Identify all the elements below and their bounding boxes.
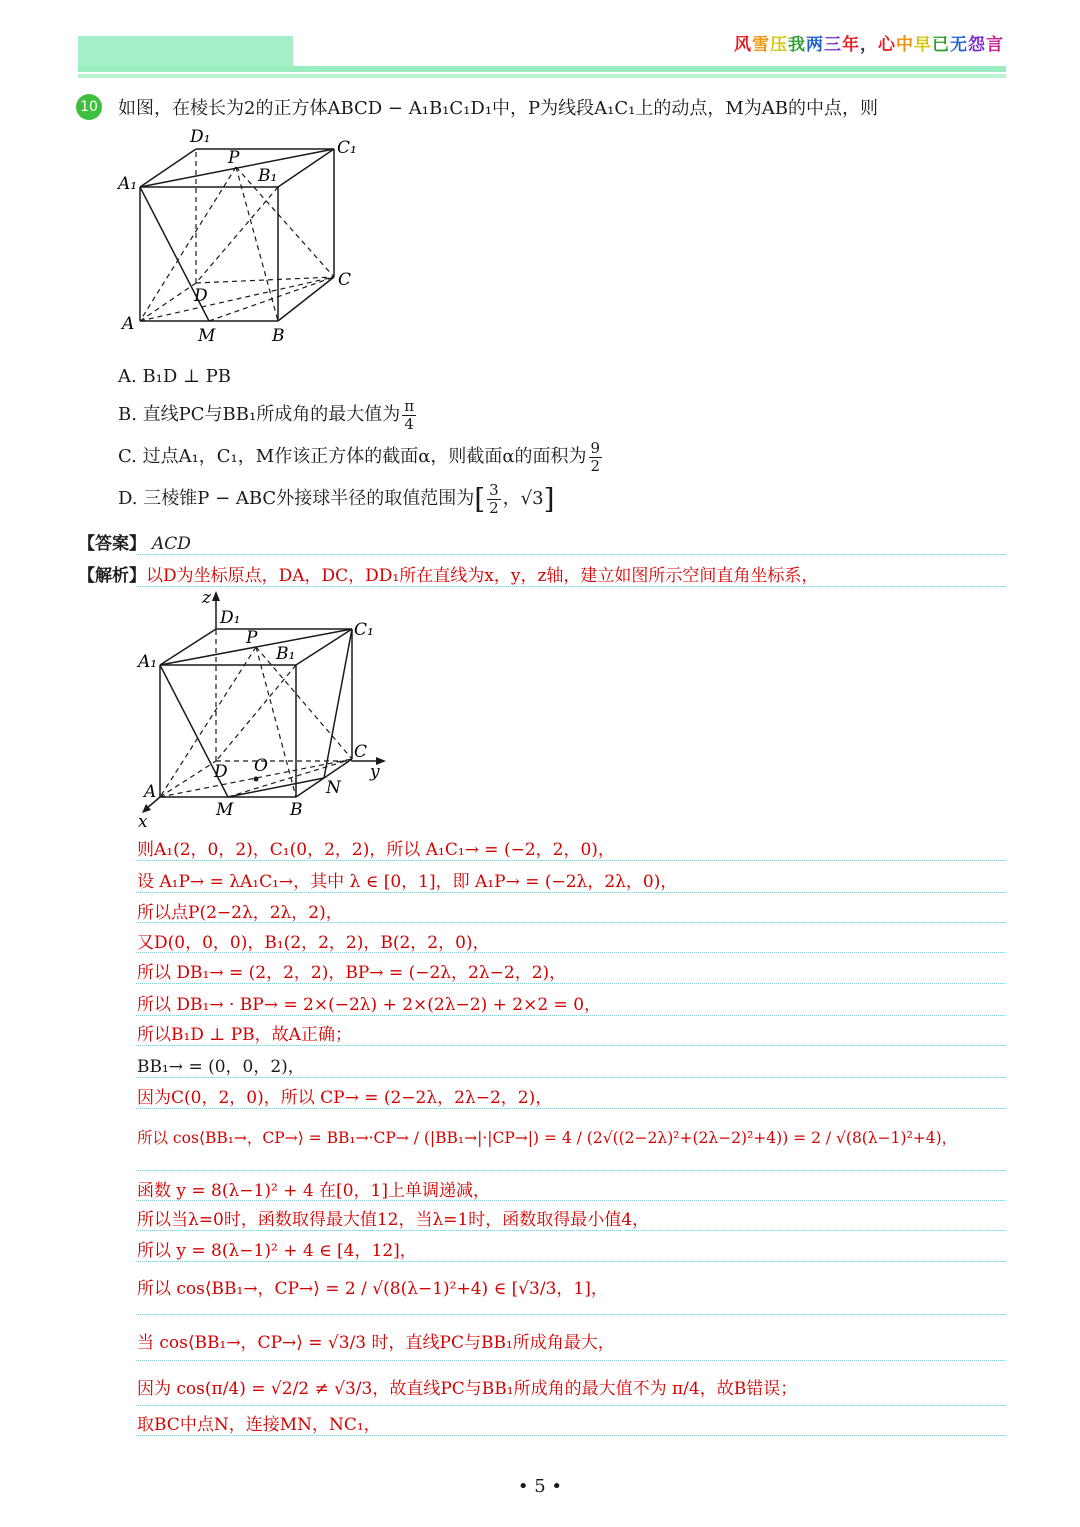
- solution-line: 所以 y = 8(λ−1)² + 4 ∈ [4，12]，: [137, 1241, 417, 1261]
- option-c: C. 过点A₁，C₁，M作该正方体的截面α，则截面α的面积为 $\frac{9}{2}$: [118, 439, 601, 475]
- question-number-badge: 10: [76, 94, 102, 120]
- solution-line: BB₁→ = (0，0，2)，: [137, 1057, 305, 1077]
- fig2-label-P: P: [246, 628, 258, 648]
- axis-z-arrow: [212, 591, 220, 601]
- divider: [136, 1108, 1005, 1109]
- solution-line: 则A₁(2，0，2)，C₁(0，2，2)，所以 A₁C₁→ = (−2，2，0)，: [137, 840, 615, 860]
- solution-line: 所以点P(2−2λ，2λ，2)，: [137, 903, 343, 923]
- fig1-label-C: C: [338, 270, 352, 290]
- slogan-char: 中: [896, 35, 914, 55]
- edge-D-C: [196, 277, 334, 283]
- fig1-label-D1: D₁: [190, 127, 211, 147]
- segment-P-A: [140, 167, 236, 321]
- divider: [136, 1015, 1005, 1016]
- slogan-char: 已: [932, 35, 950, 55]
- fig1-label-D: D: [194, 286, 208, 306]
- segment-M-C: [209, 277, 334, 321]
- slogan-char: 压: [770, 35, 788, 55]
- fig2-label-O: O: [254, 756, 268, 776]
- fig1-label-B1: B₁: [258, 166, 278, 186]
- slogan-char: 早: [914, 35, 932, 55]
- figure-mark: [260, 36, 294, 66]
- header-slogan: [734, 30, 1004, 55]
- fig2-label-B: B: [290, 800, 303, 820]
- fig1-label-M: M: [198, 326, 216, 346]
- slogan-char: 三: [824, 35, 842, 55]
- fig2-label-y: y: [370, 762, 380, 782]
- header-band-slant: [260, 36, 300, 68]
- fig2-label-x: x: [138, 812, 148, 830]
- solution-line: 取BC中点N，连接MN，NC₁，: [137, 1415, 381, 1435]
- segment-N-C1: [324, 629, 352, 778]
- fig2-label-N: N: [326, 778, 341, 798]
- divider: [136, 922, 1005, 923]
- question-stem: 如图，在棱长为2的正方体ABCD − A₁B₁C₁D₁中，P为线段A₁C₁上的动点，M为AB的中点，则: [118, 98, 879, 119]
- fig2-label-B1: B₁: [276, 644, 296, 664]
- divider: [136, 1230, 1005, 1231]
- divider: [136, 1200, 1005, 1201]
- fig2-label-C1: C₁: [354, 620, 374, 640]
- segment-P-A: [160, 647, 256, 797]
- fig2-label-A: A: [144, 782, 157, 802]
- option-a: A. B₁D ⊥ PB: [118, 366, 232, 387]
- solution-label: 【解析】: [78, 566, 146, 586]
- solution-line: 又D(0，0，0)，B₁(2，2，2)，B(2，2，0)，: [137, 933, 490, 953]
- answer-label: 【答案】: [78, 534, 146, 554]
- solution-line: 所以B₁D ⊥ PB，故A正确；: [137, 1025, 352, 1045]
- cube-figure: [110, 125, 370, 350]
- divider: [136, 860, 1005, 861]
- solution-line: 因为 cos(π/4) = √2/2 ≠ √3/3，故直线PC与BB₁所成角的最大值不为 π/4，故B错误；: [137, 1379, 798, 1399]
- fig2-label-D1: D₁: [220, 608, 241, 628]
- solution-line: 所以当λ=0时，函数取得最大值12，当λ=1时，函数取得最小值4，: [137, 1210, 650, 1230]
- solution-row: [78, 561, 818, 586]
- divider: [136, 1261, 1005, 1262]
- slogan-char: 年: [842, 35, 860, 55]
- slogan-char: 心: [878, 35, 896, 55]
- fig1-label-C1: C₁: [337, 138, 357, 158]
- slogan-char: ，: [860, 35, 878, 55]
- slogan-char: 无: [950, 35, 968, 55]
- header-rule-thin: [78, 74, 1006, 78]
- divider: [136, 1170, 1005, 1171]
- solution-line: 所以 cos⟨BB₁→，CP→⟩ = BB₁→·CP→ / (|BB₁→|·|CP→|) = 4 / (2√((2−2λ)²+(2λ−2)²+4)) = 2 / √(8(λ−1)²+4)，: [137, 1129, 958, 1147]
- fig2-label-M: M: [216, 800, 234, 820]
- header-rule: [78, 66, 1006, 72]
- solution-line: 因为C(0，2，0)，所以 CP→ = (2−2λ，2λ−2，2)，: [137, 1088, 553, 1108]
- edge-A-D: [140, 283, 196, 321]
- solution-line: 所以 cos⟨BB₁→，CP→⟩ = 2 / √(8(λ−1)²+4) ∈ [√3/3，1]，: [137, 1279, 608, 1299]
- slogan-char: 言: [986, 35, 1004, 55]
- slogan-char: 雪: [752, 35, 770, 55]
- fig2-label-D: D: [214, 762, 228, 782]
- fig1-label-A: A: [122, 314, 135, 334]
- solution-line: 设 A₁P→ = λA₁C₁→，其中 λ ∈ [0，1]，即 A₁P→ = (−2λ，2λ，0)，: [137, 872, 678, 892]
- divider: [136, 952, 1005, 953]
- divider: [136, 1314, 1005, 1315]
- fig1-label-A1: A₁: [118, 174, 138, 194]
- page-number: • 5 •: [517, 1476, 563, 1497]
- divider: [136, 892, 1005, 893]
- solution-line: 所以 DB₁→ · BP→ = 2×(−2λ) + 2×(2λ−2) + 2×2 = 0，: [137, 995, 602, 1015]
- option-d: D. 三棱锥P − ABC外接球半径的取值范围为[ $\frac{3}{2}$ ，√3]: [118, 481, 555, 517]
- divider: [136, 1435, 1005, 1436]
- fig2-label-C: C: [354, 742, 368, 762]
- fig2-label-z: z: [202, 588, 211, 608]
- coordinate-cube-figure: [130, 585, 400, 830]
- divider: [136, 983, 1005, 984]
- segment-B1-D: [216, 665, 296, 761]
- solution-line: 所以 DB₁→ = (2，2，2)，BP→ = (−2λ，2λ−2，2)，: [137, 963, 567, 983]
- option-b: B. 直线PC与BB₁所成角的最大值为 $\frac{\pi}{4}$: [118, 397, 415, 433]
- slogan-char: 我: [788, 35, 806, 55]
- divider: [136, 1077, 1005, 1078]
- slogan-char: 两: [806, 35, 824, 55]
- solution-line: 函数 y = 8(λ−1)² + 4 在[0，1]上单调递减，: [137, 1181, 490, 1201]
- divider: [136, 1360, 1005, 1361]
- fig2-label-A1: A₁: [138, 652, 158, 672]
- slogan-char: 怨: [968, 35, 986, 55]
- answer-value: ACD: [152, 534, 191, 554]
- segment-B1-D: [196, 187, 278, 283]
- fig1-label-B: B: [272, 326, 285, 346]
- divider: [136, 1405, 1005, 1406]
- divider: [136, 1045, 1005, 1046]
- divider: [136, 554, 1005, 555]
- edge-B-C: [278, 277, 334, 321]
- answer-row: [78, 529, 191, 554]
- slogan-char: 风: [734, 35, 752, 55]
- fig1-label-P: P: [228, 148, 240, 168]
- solution-intro: 以D为坐标原点，DA，DC，DD₁所在直线为x，y，z轴，建立如图所示空间直角坐标系，: [146, 566, 819, 586]
- solution-line: 当 cos⟨BB₁→，CP→⟩ = √3/3 时，直线PC与BB₁所成角最大，: [137, 1333, 615, 1353]
